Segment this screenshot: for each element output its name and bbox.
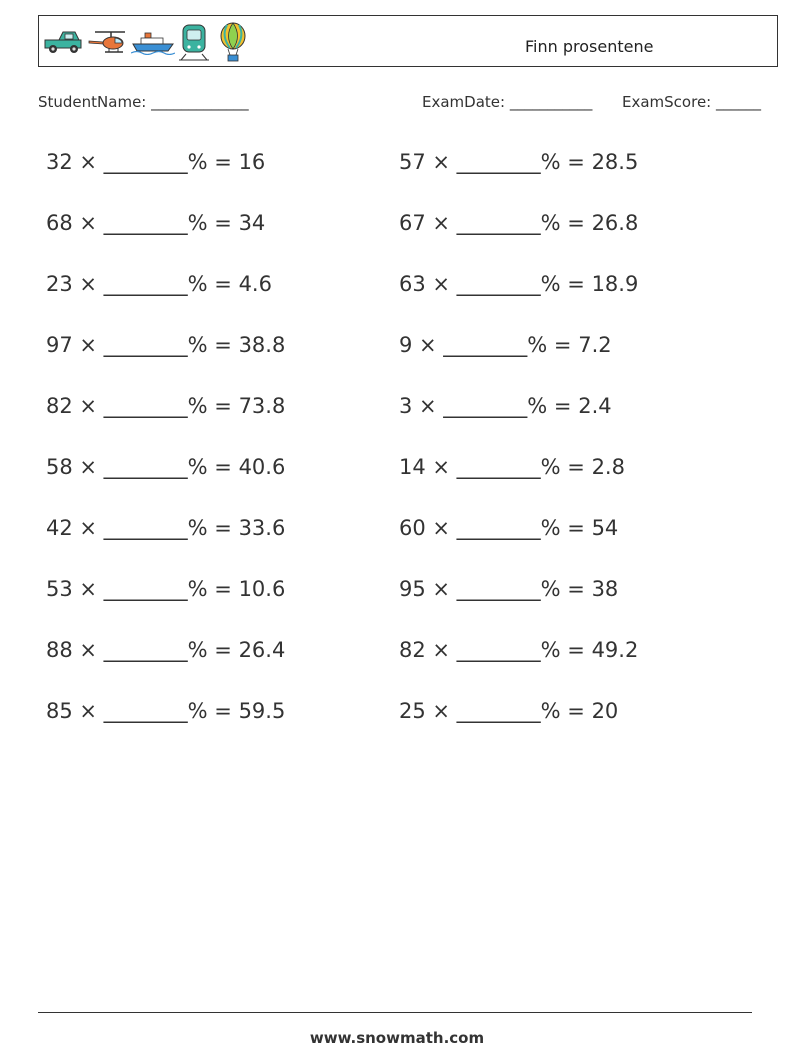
exam-date-field: ExamDate: ___________ (422, 93, 593, 111)
problem-left-6: 58 × ________% = 40.6 (46, 455, 286, 479)
ship-icon (131, 29, 175, 55)
problem-right-6: 14 × ________% = 2.8 (399, 455, 625, 479)
problem-left-10: 85 × ________% = 59.5 (46, 699, 286, 723)
problem-right-9: 82 × ________% = 49.2 (399, 638, 639, 662)
problem-left-3: 23 × ________% = 4.6 (46, 272, 272, 296)
problem-left-5: 82 × ________% = 73.8 (46, 394, 286, 418)
problem-right-7: 60 × ________% = 54 (399, 516, 619, 540)
problem-right-4: 9 × ________% = 7.2 (399, 333, 612, 357)
problem-right-8: 95 × ________% = 38 (399, 577, 619, 601)
footer-url: www.snowmath.com (309, 1029, 485, 1047)
student-name-field: StudentName: _____________ (38, 93, 249, 111)
hot-air-balloon-icon (213, 21, 253, 63)
worksheet-header (38, 15, 778, 67)
train-icon (177, 22, 211, 62)
problem-left-2: 68 × ________% = 34 (46, 211, 266, 235)
problem-right-1: 57 × ________% = 28.5 (399, 150, 639, 174)
exam-score-field: ExamScore: ______ (622, 93, 761, 111)
helicopter-icon (87, 29, 129, 55)
problem-left-1: 32 × ________% = 16 (46, 150, 266, 174)
worksheet-title: Finn prosentene (525, 37, 654, 56)
problem-right-3: 63 × ________% = 18.9 (399, 272, 639, 296)
pickup-truck-icon (43, 29, 85, 55)
problem-right-2: 67 × ________% = 26.8 (399, 211, 639, 235)
problem-right-10: 25 × ________% = 20 (399, 699, 619, 723)
problem-right-5: 3 × ________% = 2.4 (399, 394, 612, 418)
problem-left-7: 42 × ________% = 33.6 (46, 516, 286, 540)
footer-divider (38, 1012, 752, 1013)
header-icons (43, 20, 253, 64)
problem-left-9: 88 × ________% = 26.4 (46, 638, 286, 662)
problem-left-4: 97 × ________% = 38.8 (46, 333, 286, 357)
problem-left-8: 53 × ________% = 10.6 (46, 577, 286, 601)
